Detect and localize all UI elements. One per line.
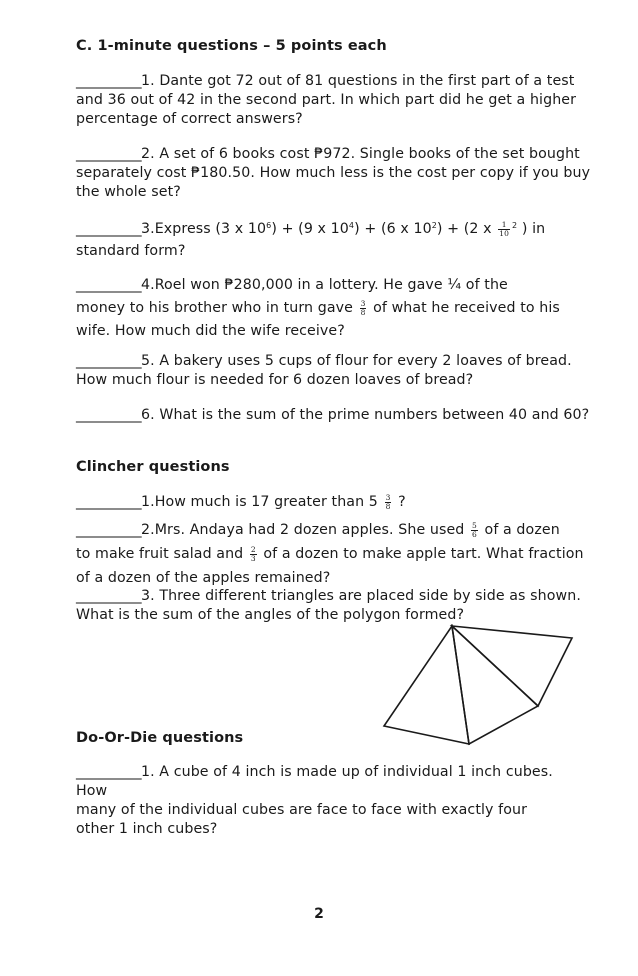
answer-blank: __________ xyxy=(76,73,141,89)
question-number: 3. xyxy=(140,588,155,604)
answer-blank: __________ xyxy=(76,353,141,369)
clincher-heading: Clincher questions xyxy=(76,459,230,475)
question-c4 xyxy=(76,274,596,343)
fraction: $\frac{5}{6}$ xyxy=(472,520,477,539)
question-text: ) + (6 x 10 xyxy=(354,221,432,237)
exponent: 6 xyxy=(266,221,272,230)
question-text: of a dozen to make apple tart. What fraction xyxy=(263,546,584,562)
question-text: ? xyxy=(398,494,406,510)
question-c5 xyxy=(76,352,596,390)
answer-blank: __________ xyxy=(76,588,141,604)
fraction: $\frac{2}{3}$ xyxy=(250,544,256,563)
question-text: standard form? xyxy=(76,243,186,259)
triangle-right xyxy=(452,626,572,706)
fraction: $\frac{3}{8}$ xyxy=(360,298,366,317)
question-text: wife. How much did the wife receive? xyxy=(76,323,345,339)
question-text: ) + (9 x 10 xyxy=(271,221,349,237)
exponent: 4 xyxy=(348,221,355,230)
question-text: 4.Roel won ₱280,000 in a lottery. He gave ¼ of the xyxy=(140,277,508,293)
question-number: 6. xyxy=(140,407,155,423)
question-text: 3.Express (3 x 10 xyxy=(140,221,267,237)
question-c1 xyxy=(76,72,596,129)
question-number: 2. xyxy=(140,146,155,162)
question-text: How xyxy=(76,783,108,799)
page-number: 2 xyxy=(314,906,324,922)
clincher-question-3 xyxy=(76,587,596,625)
question-text: to make fruit salad and xyxy=(76,546,244,562)
exponent: 2 xyxy=(431,221,437,230)
clincher-question-2 xyxy=(76,518,596,590)
answer-blank: __________ xyxy=(76,764,141,780)
answer-blank: __________ xyxy=(76,494,141,510)
answer-blank: __________ xyxy=(76,277,141,293)
question-text: of a dozen xyxy=(484,522,560,538)
fraction: $\frac{3}{8}$ xyxy=(385,492,391,511)
question-text: of what he received to his xyxy=(373,300,560,316)
do-or-die-question-1 xyxy=(76,763,596,839)
triangle-left xyxy=(384,626,469,744)
question-text: of a dozen of the apples remained? xyxy=(76,570,331,586)
question-text: ) in xyxy=(521,221,546,237)
question-text: 1. A cube of 4 inch is made up of individual 1 inch cubes. xyxy=(140,764,553,780)
question-text: Dante got 72 out of 81 questions in the first part of a test and 36 out of 42 in the second part. In which part did he get a higher percentage of correct answers? xyxy=(76,73,577,127)
question-text: many of the individual cubes are face to face with exactly four xyxy=(76,802,528,818)
question-text: A set of 6 books cost ₱972. Single books of the set bought separately cost ₱180.50. How much less is the cost per copy if you buy the whole set? xyxy=(76,146,591,200)
question-text: 2.Mrs. Andaya had 2 dozen apples. She used xyxy=(140,522,465,538)
question-text: ) + (2 x xyxy=(436,221,492,237)
fraction: $\frac{1}{10}$ xyxy=(499,219,509,238)
section-c-heading: C. 1-minute questions – 5 points each xyxy=(76,38,387,54)
question-number: 5. xyxy=(140,353,155,369)
question-c2 xyxy=(76,145,596,202)
exponent: 2 xyxy=(512,221,518,230)
question-text: A bakery uses 5 cups of flour for every 2 loaves of bread. How much flour is needed for 6 dozen loaves of bread? xyxy=(76,353,572,388)
question-text: Three different triangles are placed side by side as shown. What is the sum of the angles of the polygon formed? xyxy=(76,588,581,623)
answer-blank: __________ xyxy=(76,522,141,538)
three-triangles-figure xyxy=(380,622,580,748)
answer-blank: __________ xyxy=(76,146,141,162)
question-c6 xyxy=(76,406,596,425)
question-text: What is the sum of the prime numbers between 40 and 60? xyxy=(159,407,590,423)
answer-blank: __________ xyxy=(76,407,141,423)
answer-blank: __________ xyxy=(76,221,141,237)
question-number: 1. xyxy=(140,73,155,89)
question-text: money to his brother who in turn gave xyxy=(76,300,353,316)
triangle-middle xyxy=(452,626,538,744)
clincher-question-1 xyxy=(76,490,596,514)
question-text: other 1 inch cubes? xyxy=(76,821,218,837)
question-c3 xyxy=(76,218,596,262)
question-text: 1.How much is 17 greater than 5 xyxy=(140,494,378,510)
do-or-die-heading: Do-Or-Die questions xyxy=(76,730,244,746)
